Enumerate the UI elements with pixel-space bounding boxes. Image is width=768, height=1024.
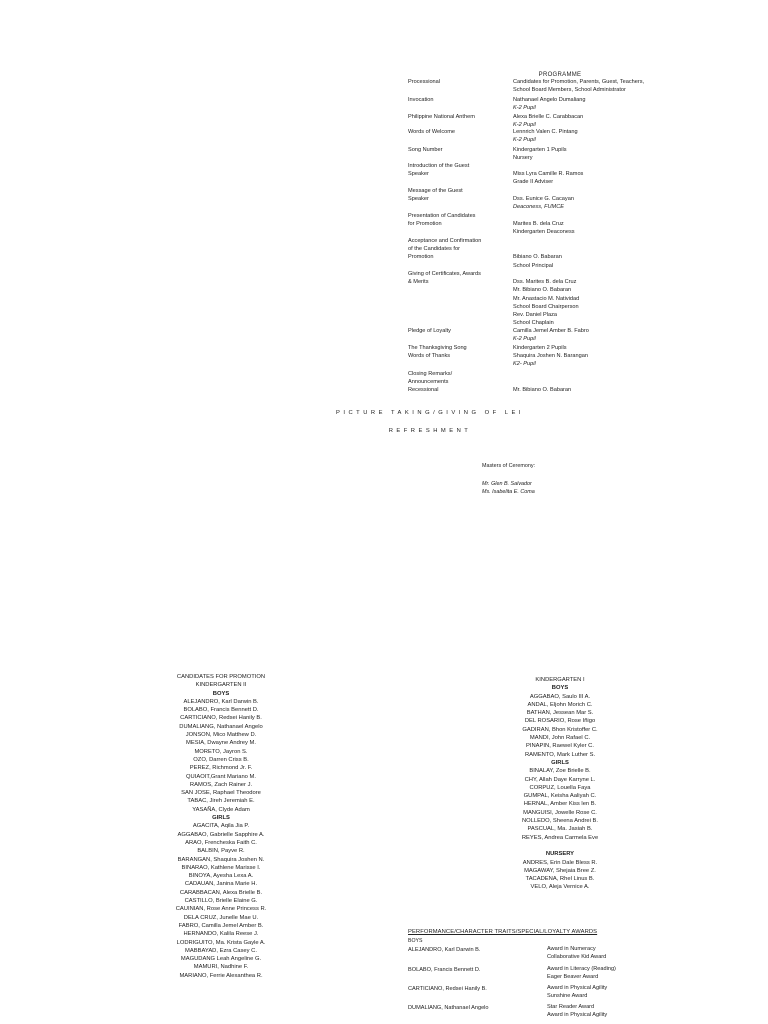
nursery-title: NURSERY	[545, 851, 575, 858]
masters-label: Masters of Ceremony:	[482, 463, 536, 469]
candidate-name: LODRIGUITO, Ma. Krista Gayle A.	[176, 939, 266, 946]
candidate-name: MABBAYAD, Ezra Casey C.	[185, 947, 257, 954]
pupil-name: NOLLEDO, Sheena Andrei B.	[521, 818, 599, 825]
awards-heading: PERFORMANCE/CHARACTER TRAITS/SPECIAL/LOYALTY AWARDS	[408, 929, 598, 935]
candidate-name: CASTILLO, Brielle Elaine G.	[184, 898, 258, 905]
programme-person: Kindergarten 2 Pupils Shaquira Joshen N. Barangan K2- Pupil	[513, 345, 588, 368]
pupil-name: MANGUISI, Jowelle Rose C.	[523, 809, 597, 816]
programme-person: Marites B. dela Cruz Kindergarten Deaconess	[513, 221, 575, 236]
candidate-name: RAMOS, Zach Rainer J.	[189, 781, 253, 788]
programme-part: Processional	[408, 79, 441, 85]
programme-person: Kindergarten 1 Pupils Nursery	[513, 147, 567, 162]
k1-boys-label: BOYS	[551, 685, 569, 692]
award-titles: Award in Physical Agility Sunshine Award	[547, 985, 608, 999]
programme-title: PROGRAMME	[538, 72, 582, 78]
pupil-name: AGGABAO, Saulo III A.	[529, 693, 591, 700]
candidate-name: FABRO, Camilla Jemel Amber B.	[178, 922, 264, 929]
candidate-name: QUIAOIT,Grant Mariano M.	[186, 773, 256, 780]
programme-person: Mr. Bibiano O. Babaran	[513, 387, 572, 394]
award-recipient: BOLABO, Francis Bennett D.	[408, 967, 481, 973]
kinder2-class-label: KINDERGARTEN II	[195, 682, 247, 689]
candidate-name: CAUINIAN, Rose Anne Princess R.	[175, 906, 267, 913]
programme-person: Bibiano O. Babaran School Principal	[513, 254, 562, 269]
programme-person: Nathanael Angelo Dumaliang K-2 Pupil	[513, 97, 586, 112]
candidate-name: AGGABAO, Gabrielle Sapphire A.	[177, 831, 265, 838]
candidate-name: MARIANO, Ferrie Alexanthea R.	[179, 972, 263, 979]
girls-label: GIRLS	[212, 815, 230, 822]
candidate-name: BARANGAN, Shaquira Joshen N.	[177, 856, 265, 863]
candidate-name: TABAC, Jireh Jeremiah E.	[187, 798, 255, 805]
programme-part: Acceptance and Confirmation of the Candidates for Promotion	[408, 238, 482, 261]
pupil-name: BATHAN, Jessean Mar S.	[526, 710, 594, 717]
candidate-name: CADAUAN, Janina Marie H.	[184, 881, 258, 888]
programme-person: Miss Lyra Camille R. Ramos Grade II Adviser	[513, 171, 584, 186]
candidate-name: BOLABO, Francis Bennett D.	[183, 707, 259, 714]
kinder1-column	[490, 676, 630, 892]
programme-part: Philippine National Anthem	[408, 114, 475, 120]
pupil-name: ANDRES, Erin Dale Bless R.	[522, 859, 598, 866]
picture-taking-line: PICTURE TAKING/GIVING OF LEI	[336, 410, 524, 416]
awards-boys-label: BOYS	[408, 938, 423, 944]
programme-person: Camilla Jemel Amber B. Fabro K-2 Pupil	[513, 328, 589, 343]
award-titles: Award in Numeracy Collaborative Kid Award	[547, 946, 607, 960]
programme-person: Dss. Marites B. dela Cruz Mr. Bibiano O. Babaran Mr. Anastacio M. Natividad School Board Chairperson Rev. Daniel Plaza School Chaplain	[513, 279, 580, 327]
programme-part: Introduction of the Guest Speaker	[408, 163, 470, 178]
candidate-name: SAN JOSE, Raphael Theodore	[181, 790, 261, 797]
candidate-name: JONSON, Mico Matthew D.	[185, 732, 257, 739]
candidate-name: BINOYA, Ayesha Lexa A.	[188, 873, 254, 880]
programme-part: Giving of Certificates, Awards & Merits	[408, 271, 481, 286]
candidate-name: DUMALIANG, Nathanael Angelo	[179, 723, 263, 730]
pupil-name: GADIRAN, Bhon Kristoffer C.	[522, 726, 598, 733]
pupil-name: CHY, Allah Daye Karryne L.	[524, 776, 596, 783]
boys-label: BOYS	[212, 690, 230, 697]
k1-girls-label: GIRLS	[551, 759, 569, 766]
award-titles: Award in Literacy (Reading) Eager Beaver Award	[547, 966, 616, 980]
pupil-name: REYES, Andrea Carmela Eve	[521, 834, 599, 841]
master-of-ceremony-1: Mr. Glen B. Salvador	[482, 481, 532, 487]
programme-part: Invocation	[408, 97, 434, 103]
pupil-name: MAGAWAY, Shejaia Bree Z.	[524, 867, 596, 874]
pupil-name: VELO, Aleja Vernice A.	[530, 884, 590, 891]
candidates-title: CANDIDATES FOR PROMOTION	[176, 674, 266, 680]
master-of-ceremony-2: Ms. Isabelita E. Coma	[482, 489, 535, 495]
award-recipient: CARTICIANO, Redsei Hanily B.	[408, 986, 487, 992]
pupil-name: MANDI, John Rafael C.	[529, 735, 591, 742]
pupil-name: BINALAY, Zoe Brielle B.	[529, 768, 591, 775]
candidate-name: MESIA, Dwayne Andrey M.	[186, 740, 256, 747]
pupil-name: GUMPAL, Keisha Aaliyah C.	[523, 793, 597, 800]
candidate-name: PEREZ, Richmond Jr. F.	[189, 765, 253, 772]
pupil-name: HERNAL, Amber Kiss len B.	[523, 801, 597, 808]
programme-person: Candidates for Promotion, Parents, Guest, Teachers, School Board Members, School Administrator	[513, 79, 645, 94]
pupil-name: PINAPIN, Raewel Kyler C.	[526, 743, 594, 750]
candidate-name: BINARAO, Kathlene Marisse I.	[181, 864, 261, 871]
award-recipient: DUMALIANG, Nathanael Angelo	[408, 1005, 489, 1011]
candidate-name: MORETO, Jayron S.	[194, 748, 248, 755]
candidate-name: ARAO, Frencheska Faith C.	[185, 839, 257, 846]
refreshment-line: REFRESHMENT	[388, 428, 472, 434]
pupil-name: DEL ROSARIO, Rose Iñigo	[524, 718, 596, 725]
pupil-name: ANDAL, Eljohn Morich C.	[527, 701, 593, 708]
award-recipient: ALEJANDRO, Karl Darwin B.	[408, 947, 481, 953]
candidate-name: BALBIN, Payve R.	[197, 848, 245, 855]
programme-part: The Thanksgiving Song Words of Thanks	[408, 345, 467, 360]
programme-part: Presentation of Candidates for Promotion	[408, 213, 476, 228]
pupil-name: PASCUAL, Ma. Jasiah B.	[527, 826, 593, 833]
candidates-column	[150, 673, 292, 980]
candidate-name: HERNANDO, Kalila Reese J.	[183, 931, 259, 938]
programme-part: Song Number	[408, 147, 443, 153]
award-titles: Star Reader Award Award in Physical Agility	[547, 1004, 608, 1018]
pupil-name: CORPUZ, Louella Faya	[529, 784, 591, 791]
programme-person: Dss. Eunice G. Cacayan Deaconess, FUMCE	[513, 196, 574, 211]
candidate-name: MAMURI, Nadhine F.	[193, 964, 249, 971]
candidate-name: DELA CRUZ, Junelle Mae U.	[183, 914, 259, 921]
candidate-name: MAGUDANG Leah Angeline G.	[180, 956, 262, 963]
programme-person: Alexa Brielle C. Carabbacan K-2 Pupil	[513, 114, 584, 129]
programme-part: Closing Remarks/ Announcements Recessional	[408, 371, 453, 394]
candidate-name: ALEJANDRO, Karl Darwin B.	[183, 698, 259, 705]
candidate-name: AGACITA, Aqila Jia P.	[192, 823, 250, 830]
programme-person: Lennrich Valen C. Pintang K-2 Pupil	[513, 129, 578, 144]
programme-part: Pledge of Loyalty	[408, 328, 451, 334]
pupil-name: TACADENA, Rhel Linus B.	[525, 876, 595, 883]
candidate-name: YASAÑA, Clyde Adam	[192, 806, 250, 813]
kinder1-title: KINDERGARTEN I	[535, 677, 585, 683]
candidate-name: CARABBACAN, Alexa Brielle B.	[179, 889, 263, 896]
pupil-name: RAMENTO, Mark Luther S.	[524, 751, 596, 758]
programme-part: Message of the Guest Speaker	[408, 188, 463, 203]
candidate-name: CARTICIANO, Redsei Hanily B.	[180, 715, 262, 722]
candidate-name: OZO, Darren Criss B.	[193, 756, 249, 763]
programme-part: Words of Welcome	[408, 129, 456, 135]
